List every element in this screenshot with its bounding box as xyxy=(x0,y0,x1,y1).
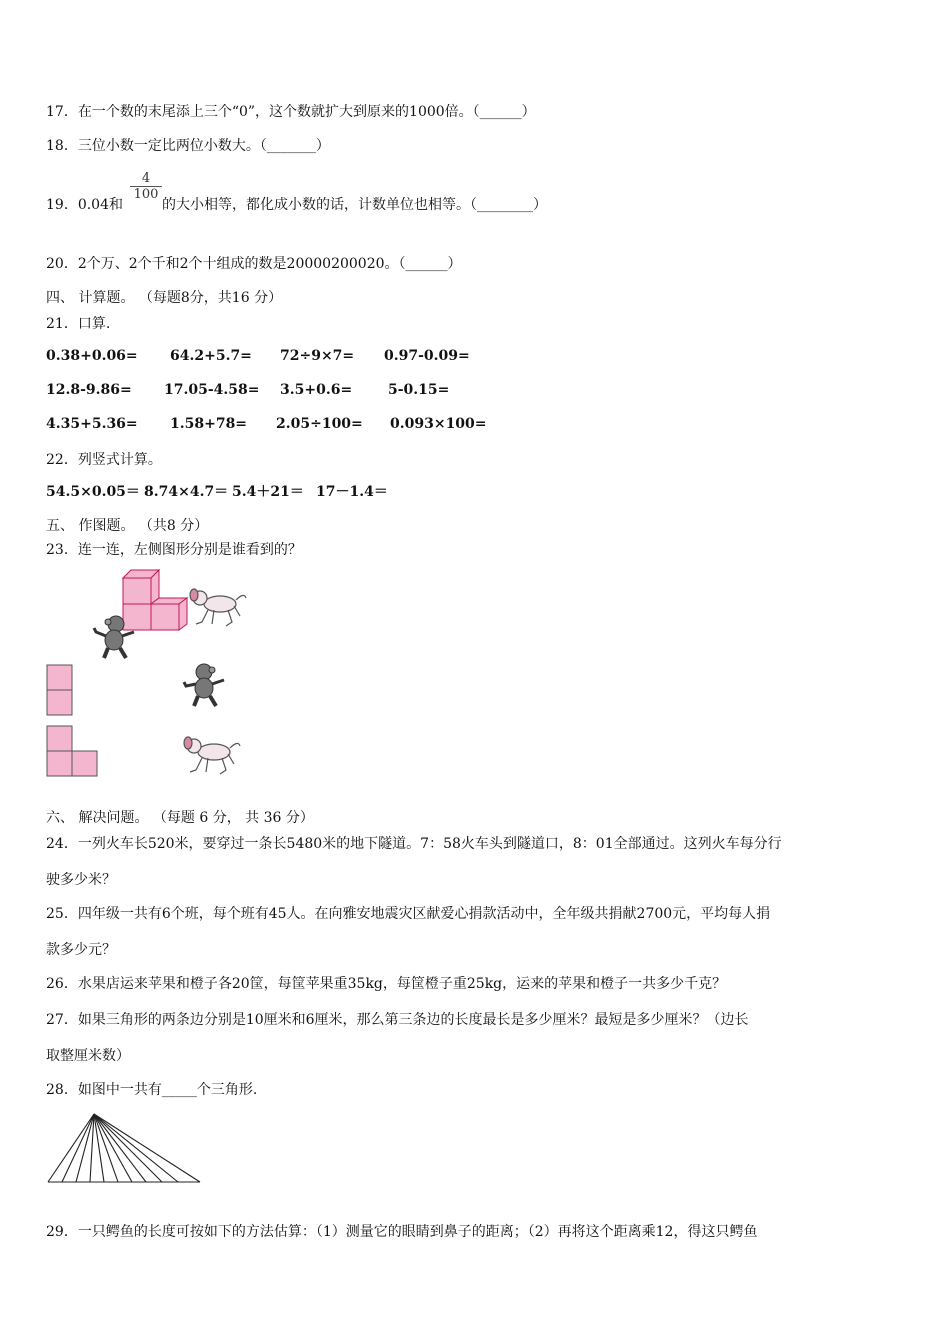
section-6-heading: 六、 解决问题。 （每题 6 分， 共 36 分） xyxy=(46,810,314,826)
vertical-calc-item: 5.4＋21＝ xyxy=(232,484,304,500)
section-4-heading: 四、 计算题。 （每题8分，共16 分） xyxy=(46,290,283,306)
section-5-heading: 五、 作图题。 （共8 分） xyxy=(46,518,209,534)
vertical-calc-item: 8.74×4.7＝ xyxy=(144,484,229,500)
question-25-line1: 25．四年级一共有6个班，每个班有45人。在向雅安地震灾区献爱心捐款活动中，全年级共捐献2700元，平均每人捐 xyxy=(46,906,771,922)
fraction-denominator: 100 xyxy=(133,187,159,202)
question-27-line1: 27．如果三角形的两条边分别是10厘米和6厘米，那么第三条边的长度最长是多少厘米？最短是多少厘米？（边长 xyxy=(46,1012,749,1028)
question-23: 23．连一连，左侧图形分别是谁看到的？ xyxy=(46,542,302,558)
question-24-line1: 24．一列火车长520米，要穿过一条长5480米的地下隧道。7：58火车头到隧道口，8：01全部通过。这列火车每分行 xyxy=(46,836,782,852)
question-29: 29．一只鳄鱼的长度可按如下的方法估算：（1）测量它的眼睛到鼻子的距离；（2）再将这个距离乘12，得这只鳄鱼 xyxy=(46,1224,758,1240)
calc-item: 72÷9×7= xyxy=(280,348,355,364)
view-shape-l xyxy=(46,725,100,779)
calc-item: 64.2+5.7= xyxy=(170,348,252,364)
question-20: 20．2个万、2个千和2个十组成的数是20000200020。（______） xyxy=(46,256,462,272)
dog-icon xyxy=(188,586,248,630)
question-21-title: 21．口算. xyxy=(46,316,111,332)
view-shape-vertical xyxy=(46,664,74,718)
calc-item: 5-0.15= xyxy=(388,382,450,398)
calc-item: 0.97-0.09= xyxy=(384,348,470,364)
triangle-fan-figure xyxy=(46,1112,206,1184)
dog-icon xyxy=(182,734,242,778)
calc-item: 17.05-4.58= xyxy=(164,382,260,398)
question-27-line2: 取整厘米数） xyxy=(46,1048,130,1064)
question-22-title: 22．列竖式计算。 xyxy=(46,452,162,468)
fraction-numerator: 4 xyxy=(130,171,162,187)
monkey-icon xyxy=(92,614,138,660)
calc-item: 12.8-9.86= xyxy=(46,382,132,398)
question-19-prefix: 19．0.04和 xyxy=(46,197,123,213)
calc-item: 2.05÷100= xyxy=(276,416,363,432)
calc-item: 1.58+78= xyxy=(170,416,248,432)
vertical-calc-item: 54.5×0.05＝ xyxy=(46,484,140,500)
question-19-suffix: 的大小相等，都化成小数的话，计数单位也相等。（________） xyxy=(162,197,547,213)
calc-item: 4.35+5.36= xyxy=(46,416,138,432)
calc-item: 3.5+0.6= xyxy=(280,382,353,398)
question-18: 18．三位小数一定比两位小数大。（_______） xyxy=(46,138,330,154)
fraction-4-100 xyxy=(130,171,162,202)
question-17: 17．在一个数的末尾添上三个“0”，这个数就扩大到原来的1000倍。（______） xyxy=(46,104,536,120)
monkey-icon xyxy=(182,662,228,708)
vertical-calc-item: 17－1.4＝ xyxy=(316,484,388,500)
calc-item: 0.38+0.06= xyxy=(46,348,138,364)
question-28: 28．如图中一共有_____个三角形. xyxy=(46,1082,258,1098)
calc-item: 0.093×100= xyxy=(390,416,487,432)
question-24-line2: 驶多少米？ xyxy=(46,872,116,888)
question-25-line2: 款多少元？ xyxy=(46,942,116,958)
question-26: 26．水果店运来苹果和橙子各20筐，每筐苹果重35kg，每筐橙子重25kg，运来的苹果和橙子一共多少千克？ xyxy=(46,976,727,992)
